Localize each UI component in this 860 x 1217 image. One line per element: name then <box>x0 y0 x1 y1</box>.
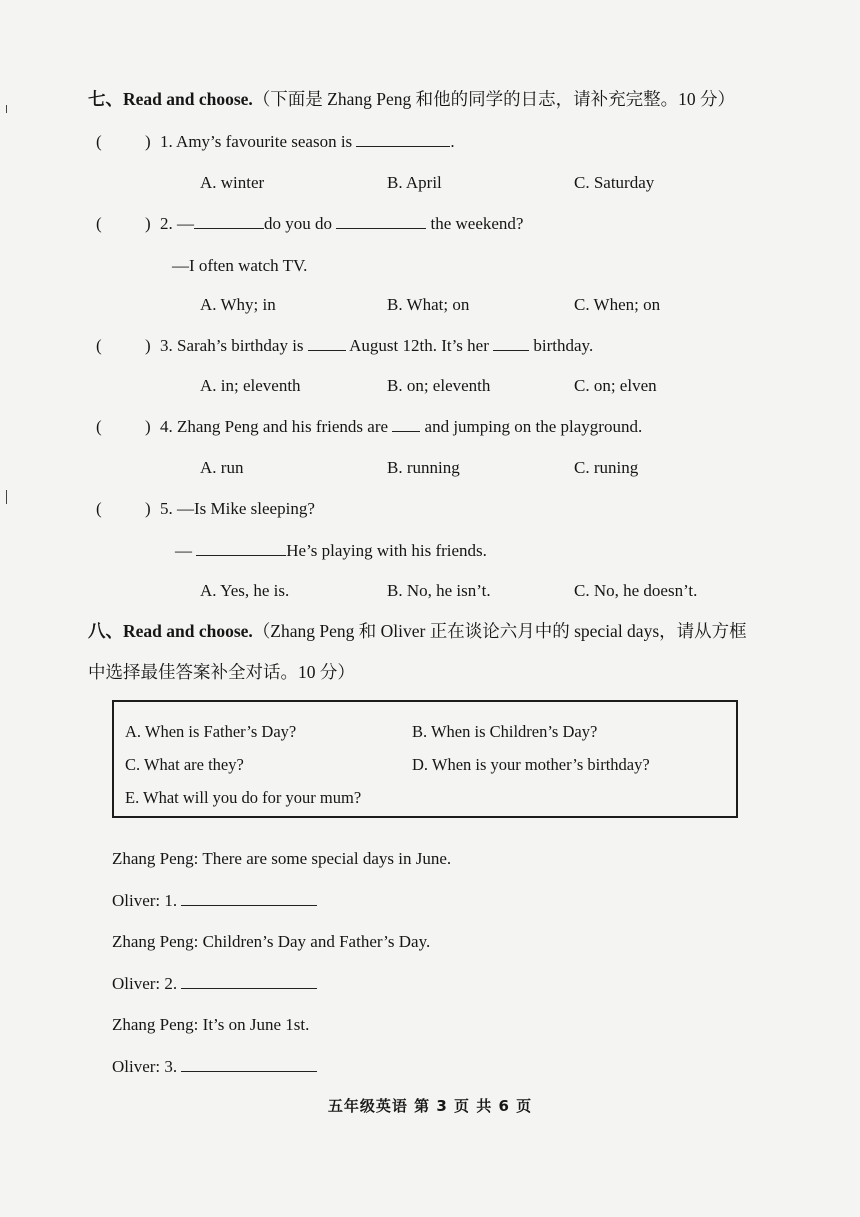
dialogue-speaker-line: Oliver: 1. <box>112 891 178 910</box>
option-b: B. running <box>387 458 460 477</box>
option-c: C. Saturday <box>574 173 655 192</box>
answer-blank[interactable] <box>194 213 264 229</box>
section8-instruction-continued: 中选择最佳答案补全对话。10 分） <box>88 662 355 682</box>
answer-paren-open: ( <box>96 214 102 233</box>
section7-number: 七、 <box>88 89 123 109</box>
answer-blank[interactable] <box>181 1056 317 1072</box>
answer-paren-close: ) <box>145 336 151 355</box>
question-4-lead: 4. Zhang Peng and his friends are <box>160 417 389 436</box>
question-2-mid: do you do <box>264 214 332 233</box>
answer-paren-close: ) <box>145 499 151 518</box>
question-4-tail: and jumping on the playground. <box>424 417 643 436</box>
option-a: A. Yes, he is. <box>200 581 290 600</box>
dialogue-line <box>112 890 317 912</box>
section8-heading <box>88 620 747 642</box>
option-a: A. in; eleventh <box>200 376 301 395</box>
question-1-tail: . <box>450 132 455 151</box>
answer-blank[interactable] <box>356 131 450 147</box>
answer-paren-open: ( <box>96 132 102 151</box>
answer-blank[interactable] <box>181 890 317 906</box>
option-c: C. on; elven <box>574 376 657 395</box>
question-5-reply <box>175 540 487 562</box>
option-a: A. run <box>200 458 244 477</box>
dialogue-speaker-line: Oliver: 3. <box>112 1057 178 1076</box>
box-option-e: E. What will you do for your mum? <box>125 788 362 807</box>
question-2-reply: —I often watch TV. <box>172 256 308 275</box>
option-c: C. No, he doesn’t. <box>574 581 698 600</box>
dialogue-line <box>112 1056 317 1078</box>
option-c: C. When; on <box>574 295 661 314</box>
question-3-mid: August 12th. It’s her <box>349 336 489 355</box>
dialogue-speaker-line: Oliver: 2. <box>112 974 178 993</box>
dialogue-line: Zhang Peng: There are some special days in June. <box>112 849 452 868</box>
option-b: B. April <box>387 173 442 192</box>
box-option-d: D. When is your mother’s birthday? <box>412 755 650 774</box>
option-b: B. on; eleventh <box>387 376 491 395</box>
answer-blank[interactable] <box>493 335 529 351</box>
options-box <box>112 700 738 818</box>
page-footer: 五年级英语 第 3 页 共 6 页 <box>327 1097 533 1115</box>
question-3-lead: 3. Sarah’s birthday is <box>160 336 304 355</box>
question-3-text <box>160 335 593 357</box>
question-2-tail: the weekend? <box>430 214 524 233</box>
answer-blank[interactable] <box>196 540 286 556</box>
box-option-c: C. What are they? <box>125 755 244 774</box>
option-a: A. winter <box>200 173 265 192</box>
answer-paren-open: ( <box>96 417 102 436</box>
dialogue-line <box>112 973 317 995</box>
option-b: B. No, he isn’t. <box>387 581 491 600</box>
dialogue-line: Zhang Peng: It’s on June 1st. <box>112 1015 310 1034</box>
answer-paren-open: ( <box>96 499 102 518</box>
answer-blank[interactable] <box>336 213 426 229</box>
option-a: A. Why; in <box>200 295 276 314</box>
question-5-reply-tail: He’s playing with his friends. <box>286 541 487 560</box>
section7-heading <box>88 88 735 110</box>
answer-blank[interactable] <box>308 335 346 351</box>
question-1-lead: 1. Amy’s favourite season is <box>160 132 353 151</box>
question-1-text <box>160 131 455 153</box>
section8-title: Read and choose. <box>123 621 253 641</box>
dialogue-line: Zhang Peng: Children’s Day and Father’s Day. <box>112 932 431 951</box>
box-option-b: B. When is Children’s Day? <box>412 722 598 741</box>
question-5-lead: 5. —Is Mike sleeping? <box>160 499 315 518</box>
scan-mark <box>6 105 7 113</box>
section8-instruction: （Zhang Peng 和 Oliver 正在谈论六月中的 special days，请从方框 <box>252 621 747 641</box>
question-2-lead: 2. — <box>160 214 194 233</box>
question-3-tail: birthday. <box>533 336 594 355</box>
option-c: C. runing <box>574 458 639 477</box>
answer-paren-close: ) <box>145 417 151 436</box>
option-b: B. What; on <box>387 295 470 314</box>
answer-blank[interactable] <box>392 416 420 432</box>
question-2-text <box>160 213 523 235</box>
section7-title: Read and choose. <box>123 89 253 109</box>
answer-paren-open: ( <box>96 336 102 355</box>
question-5-reply-lead: — <box>175 541 192 560</box>
section7-instruction: （下面是 Zhang Peng 和他的同学的日志，请补充完整。10 分） <box>252 89 736 109</box>
box-option-a: A. When is Father’s Day? <box>125 722 297 741</box>
scan-mark <box>6 490 7 504</box>
answer-paren-close: ) <box>145 132 151 151</box>
question-4-text <box>160 416 642 438</box>
answer-paren-close: ) <box>145 214 151 233</box>
answer-blank[interactable] <box>181 973 317 989</box>
section8-number: 八、 <box>88 621 123 641</box>
